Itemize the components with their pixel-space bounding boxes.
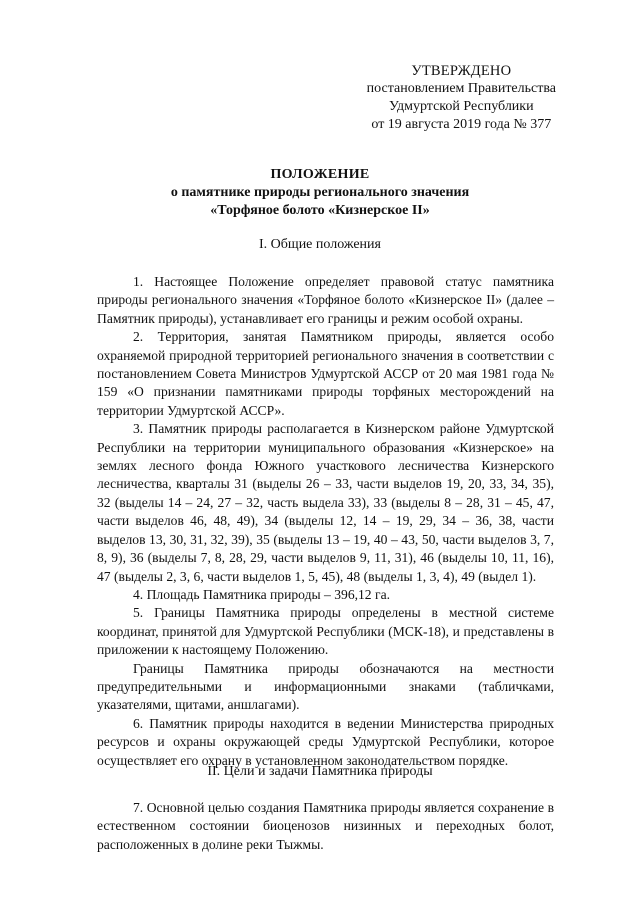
paragraph: 4. Площадь Памятника природы – 396,12 га.: [133, 586, 391, 602]
section-heading-2: II. Цели и задачи Памятника природы: [207, 764, 433, 779]
title-line: «Торфяное болото «Кизнерское II»: [210, 203, 430, 218]
paragraph: 6. Памятник природы находится в ведении Министерства природных ресурсов и охраны окружающей среды Удмуртской Республики, которое осуществляет его охрану в установленном законодательством порядке.: [97, 715, 554, 768]
section-1-body: [97, 273, 554, 770]
paragraph: 5. Границы Памятника природы определены в местной системе координат, принятой для Удмуртской Республики (МСК-18), и представлены в приложении к настоящему Положению.: [97, 605, 554, 658]
title-line: о памятнике природы регионального значения: [170, 185, 470, 200]
approval-line: постановлением Правительства: [366, 81, 556, 96]
document-title: [0, 166, 640, 220]
approval-stamp: [367, 62, 556, 134]
approval-date-line: от 19 августа 2019 года № 377: [371, 117, 552, 132]
section-heading-1: I. Общие положения: [259, 237, 381, 252]
paragraph: 2. Территория, занятая Памятником природы, является особо охраняемой природной территорией регионального значения в соответствии с постановлением Совета Министров Удмуртской АССР от 20 мая 1981 года № 159 «О признании памятниками природы торфяных месторождений на территории Удмуртской АССР».: [97, 329, 554, 418]
title-line: ПОЛОЖЕНИЕ: [270, 167, 370, 182]
paragraph: 1. Настоящее Положение определяет правовой статус памятника природы регионального значения «Торфяное болото «Кизнерское II» (далее – Памятник природы), устанавливает его границы и режим особой охраны.: [97, 274, 554, 326]
paragraph: Границы Памятника природы обозначаются на местности предупредительными и информационными знаками (табличками, указателями, щитами, аншлагами).: [97, 660, 554, 713]
paragraph: 3. Памятник природы располагается в Кизнерском районе Удмуртской Республики на территории муниципального образования «Кизнерское» на землях лесного фонда Южного участкового лесничества Кизнерского лесничества, кварталы 31 (выделы 26 – 33, части выделов 19, 20, 33, 34, 35), 32 (выделы 14 – 24, 27 – 32, часть выдела 33), 33 (выделы 8 – 28, 31 – 45, 47, части выделов 46, 48, 49), 34 (выделы 12, 14 – 19, 29, 34 – 36, 38, части выделов 13, 30, 31, 32, 39), 35 (выделы 13 – 19, 40 – 43, 50, части выделов 3, 7, 8, 9), 36 (выделы 7, 8, 28, 29, части выделов 9, 11, 31), 46 (выделы 10, 11, 16), 47 (выделы 2, 3, 6, части выделов 1, 5, 45), 48 (выделы 1, 3, 4), 49 (выдел 1).: [97, 421, 554, 584]
approval-line: Удмуртской Республики: [389, 99, 534, 114]
paragraph: 7. Основной целью создания Памятника природы является сохранение в естественном состоянии биоценозов низинных и переходных болот, расположенных в долине реки Тыжмы.: [97, 800, 554, 852]
approval-heading: УТВЕРЖДЕНО: [411, 63, 512, 79]
section-2-body: [97, 799, 554, 854]
